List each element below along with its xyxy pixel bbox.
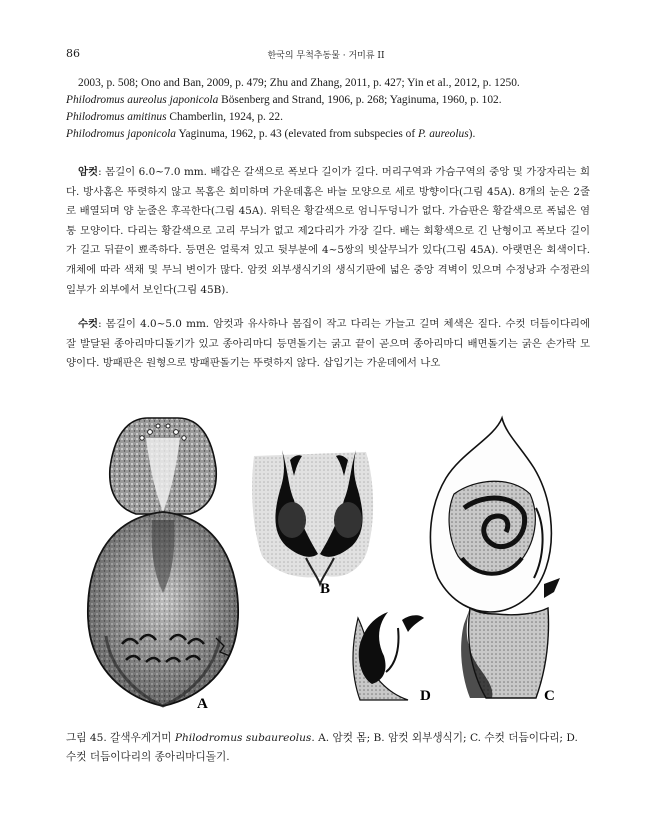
figure-c-male-palp <box>430 418 560 698</box>
figure-label-b: B <box>320 581 331 597</box>
synonymy-line <box>66 109 596 126</box>
synonymy-text: Bösenberg and Strand, 1906, p. 268; Yaginuma, 1960, p. 102. <box>218 94 502 106</box>
page-number: 86 <box>66 47 80 60</box>
caption-suffix: . A. 암컷 몸; B. 암컷 외부생식기; C. 수컷 더듬이다리; D. 수컷 더듬이다리의 종아리마디돌기. <box>66 732 578 763</box>
synonymy-taxon: P. aureolus <box>418 128 469 140</box>
figure-label-a: A <box>197 696 208 712</box>
caption-species: Philodromus subaureolus <box>174 732 312 744</box>
figure-a-female-body <box>88 418 238 706</box>
female-description <box>66 163 590 300</box>
female-text: : 몸길이 6.0~7.0 mm. 배갑은 갈색으로 폭보다 길이가 길다. 머리구역과 가슴구역의 중앙 및 가장자리는 희다. 방사홈은 뚜렷하지 않고 목홈은 희미하며 가운데홈은 바늘 모양으로 세로 방향이다(그림 45A). 8개의 눈은 2줄로 배열되며 양 눈줄은 후곡한다(그림 45A). 위턱은 황갈색으로 엄니두덩니가 없다. 가슴판은 황갈색으로 폭넓은 염통 모양이다. 다리는 황갈색으로 고리 무늬가 없고 제2다리가 가장 길다. 배는 회황색으로 긴 난형이고 폭보다 길이가 길고 뒤끝이 뾰족하다. 등면은 얼룩져 있고 뒷부분에 4~5쌍의 빗살무늬가 있다(그림 45A). 아랫면은 회색이다. 개체에 따라 색채 및 무늬 변이가 많다. 암컷 외부생식기의 생식기판에 넓은 중앙 격벽이 있으며 수정낭과 수정관의 일부가 외부에서 보인다(그림 45B). <box>66 166 590 296</box>
synonymy-text: ). <box>468 128 476 140</box>
synonymy-list <box>66 75 596 143</box>
figure-label-d: D <box>420 688 431 704</box>
male-description <box>66 315 590 374</box>
female-label: 암컷 <box>78 166 99 178</box>
synonymy-text: Chamberlin, 1924, p. 22. <box>166 111 283 123</box>
caption-prefix: 그림 45. 갈색우게거미 <box>66 732 175 744</box>
synonymy-taxon: Philodromus japonicola <box>66 128 177 140</box>
figure-d-tibial-apophysis <box>353 612 424 700</box>
figure-caption <box>66 729 590 767</box>
figure-label-c: C <box>544 688 555 704</box>
synonymy-taxon: Philodromus aureolus japonicola <box>66 94 219 106</box>
synonymy-line <box>66 92 596 109</box>
synonymy-text: 2003, p. 508; Ono and Ban, 2009, p. 479; Zhu and Zhang, 2011, p. 427; Yin et al., 2012, p. 1250. <box>78 77 520 89</box>
running-title: 한국의 무척추동물 · 거미류 II <box>267 51 385 61</box>
synonymy-line <box>66 126 596 143</box>
figure-b-epigyne <box>252 450 373 584</box>
male-text: : 몸길이 4.0~5.0 mm. 암컷과 유사하나 몸집이 작고 다리는 가늘고 길며 체색은 짙다. 수컷 더듬이다리에 잘 발달된 종아리마디돌기가 있고 종아리마디 등면돌기는 굵고 끝이 곧으며 종아리마디 배면돌기는 굵은 손가락 모양이다. 방패판은 원형으로 방패판돌기는 뚜렷하지 않다. 삽입기는 가운데에서 나오 <box>66 318 590 370</box>
synonymy-taxon: Philodromus amitinus <box>66 111 167 123</box>
figure-45 <box>66 408 586 728</box>
male-label: 수컷 <box>78 318 99 330</box>
synonymy-text: Yaginuma, 1962, p. 43 (elevated from subspecies of <box>176 128 419 140</box>
synonymy-line <box>66 75 596 92</box>
